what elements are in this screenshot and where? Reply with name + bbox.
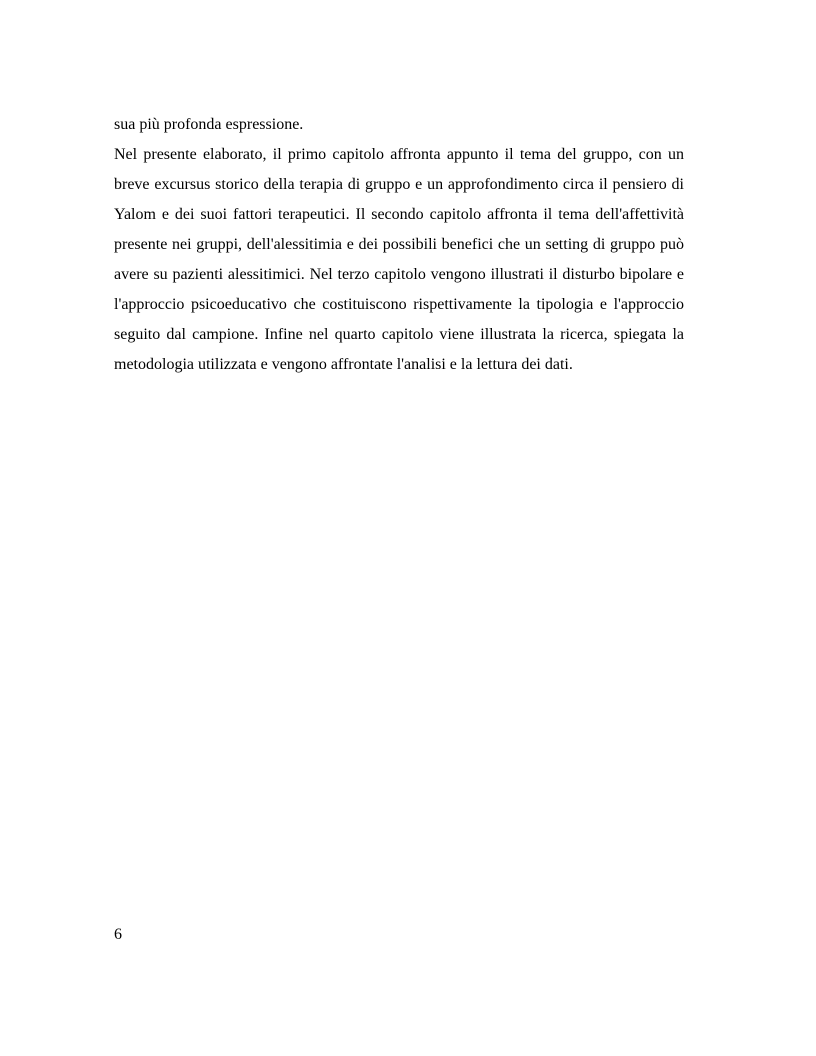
paragraph-continuation: sua più profonda espressione. xyxy=(114,116,304,133)
paragraph-chapter-overview: Nel presente elaborato, il primo capitolo affronta appunto il tema del gruppo, con un breve excursus storico della terapia di gruppo e un approfondimento circa il pensiero di Yalom e dei suoi fattori terapeutici. Il secondo capitolo affronta il tema dell'affettività presente nei gruppi, dell'alessitimia e dei possibili benefici che un setting di gruppo può avere su pazienti alessitimici. Nel terzo capitolo vengono illustrati il disturbo bipolare e l'approccio psicoeducativo che costituiscono rispettivamente la tipologia e l'approccio seguito dal campione. Infine nel quarto capitolo viene illustrata la ricerca, spiegata la metodologia utilizzata e vengono affrontate l'analisi e la lettura dei dati. xyxy=(114,146,684,373)
page-number: 6 xyxy=(114,926,122,943)
page-body xyxy=(114,110,684,380)
